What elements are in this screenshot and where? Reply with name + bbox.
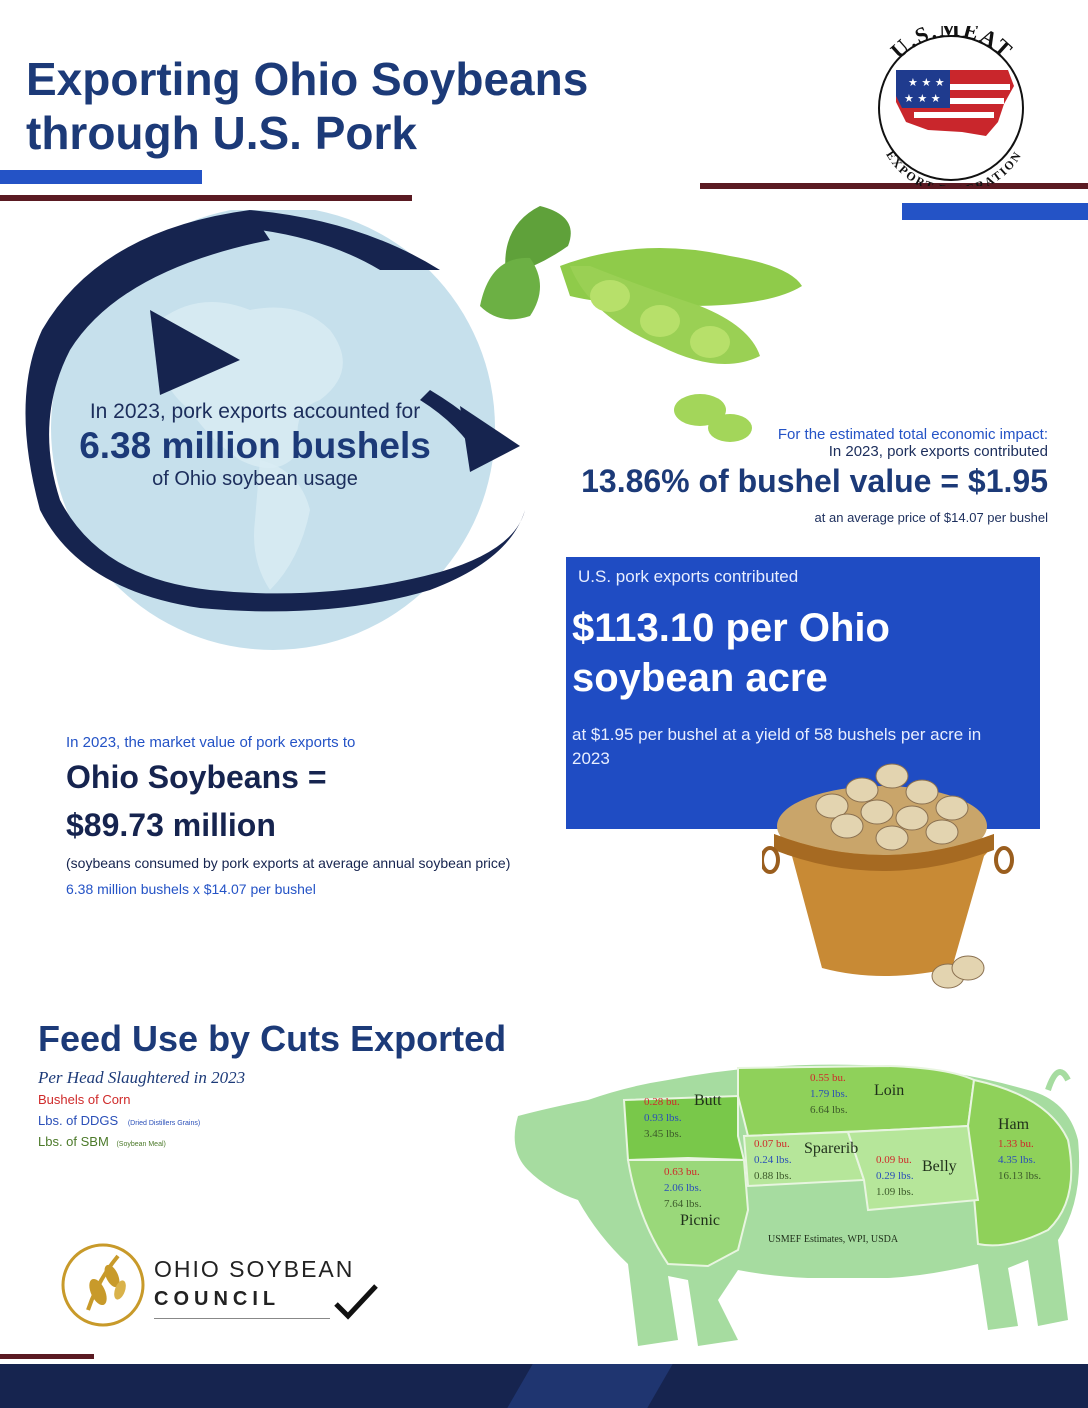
sparerib-label: Sparerib (804, 1140, 859, 1157)
accent-bar-maroon (0, 195, 412, 201)
soybean-pod-icon (470, 196, 810, 446)
acre-box-label: U.S. pork exports contributed (578, 567, 799, 586)
impact-stat (520, 426, 1048, 525)
loin-ddgs: 1.79 lbs. (810, 1088, 848, 1100)
source-note: USMEF Estimates, WPI, USDA (768, 1234, 899, 1245)
impact-line1: For the estimated total economic impact: (777, 426, 1048, 443)
butt-ddgs: 0.93 lbs. (644, 1112, 682, 1124)
acre-box-note: at $1.95 per bushel at a yield of 58 bushels per acre in 2023 (572, 725, 982, 768)
butt-corn: 0.28 bu. (644, 1096, 680, 1108)
butt-label: Butt (694, 1092, 722, 1109)
checkmark-icon (334, 1284, 378, 1320)
legend-sbm-note: (Soybean Meal) (116, 1141, 166, 1148)
osc-line2: COUNCIL (154, 1288, 281, 1310)
legend-ddgs-note: (Dried Distillers Grains) (127, 1120, 201, 1127)
impact-line4: at an average price of $14.07 per bushel (814, 510, 1048, 525)
ham-label: Ham (998, 1116, 1030, 1133)
legend-sbm-label: Lbs. of SBM (38, 1134, 109, 1149)
osc-line1: OHIO SOYBEAN (154, 1256, 355, 1282)
page-title (26, 52, 706, 160)
legend-ddgs (38, 1113, 200, 1128)
ham-ddgs: 4.35 lbs. (998, 1154, 1036, 1166)
market-value-line2: $89.73 million (66, 807, 276, 843)
footer-stripe (507, 1364, 672, 1408)
feed-title: Feed Use by Cuts Exported (38, 1018, 507, 1059)
osc-logo (58, 1240, 388, 1330)
market-note: (soybeans consumed by pork exports at average annual soybean price) (66, 855, 511, 871)
belly-values (876, 1152, 914, 1200)
osc-emblem-icon (58, 1240, 148, 1330)
picnic-ddgs: 2.06 lbs. (664, 1182, 702, 1194)
ham-sbm: 16.13 lbs. (998, 1170, 1042, 1182)
market-calc: 6.38 million bushels x $14.07 per bushel (66, 881, 316, 897)
picnic-values (664, 1164, 702, 1212)
legend-corn: Bushels of Corn (38, 1092, 131, 1107)
usmef-logo (858, 26, 1044, 186)
usmef-bottom-text: EXPORT RATION (883, 147, 1025, 186)
globe-stat-value: 6.38 million bushels (79, 425, 431, 466)
globe-stat-line1: In 2023, pork exports accounted for (89, 400, 421, 423)
sparerib-values (754, 1136, 792, 1184)
ham-corn: 1.33 bu. (998, 1138, 1034, 1150)
impact-value: 13.86% of bushel value = $1.95 (581, 463, 1048, 499)
market-value-stat (66, 734, 626, 897)
belly-label: Belly (922, 1158, 957, 1175)
svg-text:U.S.MEAT (885, 26, 1018, 63)
soybean-pod-illustration (470, 196, 810, 446)
sparerib-corn: 0.07 bu. (754, 1138, 790, 1150)
accent-bar-blue (0, 170, 202, 184)
picnic-sbm: 7.64 lbs. (664, 1198, 702, 1210)
bean-pot-illustration (762, 746, 1032, 1006)
sparerib-ddgs: 0.24 lbs. (754, 1154, 792, 1166)
usmef-top-text: U.S.MEAT (885, 26, 1019, 64)
ham-values (998, 1136, 1041, 1184)
osc-divider (154, 1318, 330, 1319)
cut-loin (738, 1066, 974, 1136)
acre-box-value (572, 603, 1032, 703)
pig-diagram (508, 1050, 1088, 1350)
bean-pot-icon (762, 746, 1032, 1006)
loin-corn: 0.55 bu. (810, 1072, 846, 1084)
butt-sbm: 3.45 lbs. (644, 1128, 682, 1140)
market-line1: In 2023, the market value of pork exports to (66, 734, 356, 751)
acre-value-line2: soybean acre (572, 656, 828, 700)
svg-text:★ ★ ★: ★ ★ ★ (904, 92, 941, 105)
butt-values (644, 1094, 682, 1142)
acre-value-line1: $113.10 per Ohio (572, 606, 890, 650)
footer-maroon-left (0, 1354, 94, 1359)
belly-ddgs: 0.29 lbs. (876, 1170, 914, 1182)
pig-silhouette (508, 1050, 1088, 1350)
usmef-emblem (858, 26, 1044, 186)
loin-values (810, 1070, 848, 1118)
belly-corn: 0.09 bu. (876, 1154, 912, 1166)
picnic-label: Picnic (680, 1212, 720, 1229)
picnic-corn: 0.63 bu. (664, 1166, 700, 1178)
feed-subtitle: Per Head Slaughtered in 2023 (38, 1068, 246, 1087)
belly-sbm: 1.09 lbs. (876, 1186, 914, 1198)
title-line2: through U.S. Pork (26, 107, 417, 159)
title-line1: Exporting Ohio Soybeans (26, 53, 589, 105)
legend-ddgs-label: Lbs. of DDGS (38, 1113, 119, 1128)
market-value-line1: Ohio Soybeans = (66, 759, 327, 795)
cut-butt (624, 1096, 744, 1160)
loin-sbm: 6.64 lbs. (810, 1104, 848, 1116)
impact-line2: In 2023, pork exports contributed (828, 443, 1048, 460)
sparerib-sbm: 0.88 lbs. (754, 1170, 792, 1182)
svg-text:★ ★ ★: ★ ★ ★ (908, 76, 945, 89)
accent-bar-blue-right (902, 203, 1088, 220)
globe-stat-line3: of Ohio soybean usage (152, 468, 358, 490)
legend-sbm (38, 1134, 166, 1149)
loin-label: Loin (874, 1082, 905, 1099)
globe-stat (60, 400, 450, 491)
